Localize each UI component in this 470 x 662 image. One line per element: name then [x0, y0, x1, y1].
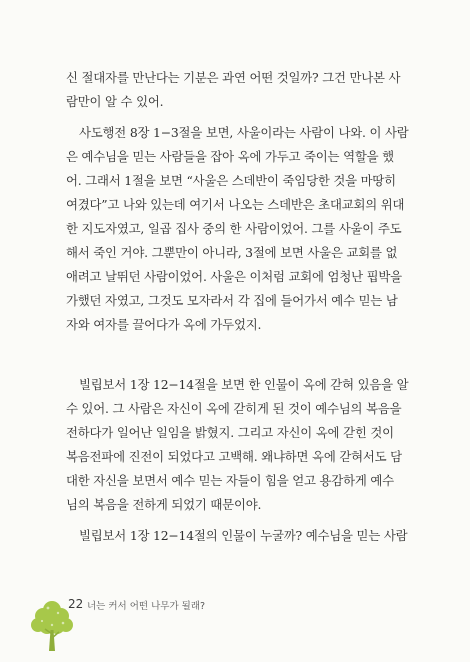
page-footer [30, 596, 330, 656]
running-book-title: 너는 커서 어떤 나무가 될래? [87, 601, 206, 612]
text-line: 수 있어. 그 사람은 자신이 옥에 갇히게 된 것이 예수님의 복음을 [66, 401, 402, 416]
text-line: 전하다가 일어난 일임을 밝혔지. 그리고 자신이 옥에 갇힌 것이 [66, 425, 394, 440]
text-line: 복음전파에 진전이 되었다고 고백해. 왜냐하면 옥에 갇혀서도 담 [66, 449, 402, 464]
text-line: 빌립보서 1장 12−14절의 인물이 누굴까? 예수님을 믿는 사람 [79, 528, 408, 543]
text-line: 빌립보서 1장 12−14절을 보면 한 인물이 옥에 갇혀 있음을 알 [79, 377, 409, 392]
text-line: 가했던 자였고, 그것도 모자라서 각 집에 들어가서 예수 믿는 남 [66, 293, 398, 308]
text-line: 대한 자신을 보면서 예수 믿는 자들이 힘을 얻고 용감하게 예수 [66, 473, 394, 488]
text-line: 님의 복음을 전하게 되었기 때문이야. [66, 497, 262, 512]
text-line: 사도행전 8장 1−3절을 보면, 사울이라는 사람이 나와. 이 사람 [79, 125, 409, 140]
text-line: 한 지도자였고, 일곱 집사 중의 한 사람이었어. 그를 사울이 주도 [66, 221, 402, 236]
text-line: 신 절대자를 만난다는 기분은 과연 어떤 것일까? 그건 만나본 사 [66, 70, 401, 85]
text-line: 여겼다”고 나와 있는데 여기서 나오는 스데반은 초대교회의 위대 [66, 197, 405, 212]
text-line: 자와 여자를 끌어다가 옥에 가두었지. [66, 317, 262, 332]
page-number: 22 [68, 597, 84, 611]
text-line: 해서 죽인 거야. 그뿐만이 아니라, 3절에 보면 사울은 교회를 없 [66, 245, 398, 260]
text-line: 은 예수님을 믿는 사람들을 잡아 옥에 가두고 죽이는 역할을 했 [66, 149, 394, 164]
text-line: 어. 그래서 1절을 보면 “사울은 스데반이 죽임당한 것을 마땅히 [66, 173, 396, 188]
text-line: 애려고 날뛰던 사람이었어. 사울은 이처럼 교회에 엄청난 핍박을 [66, 269, 402, 284]
text-line: 람만이 알 수 있어. [66, 94, 164, 109]
